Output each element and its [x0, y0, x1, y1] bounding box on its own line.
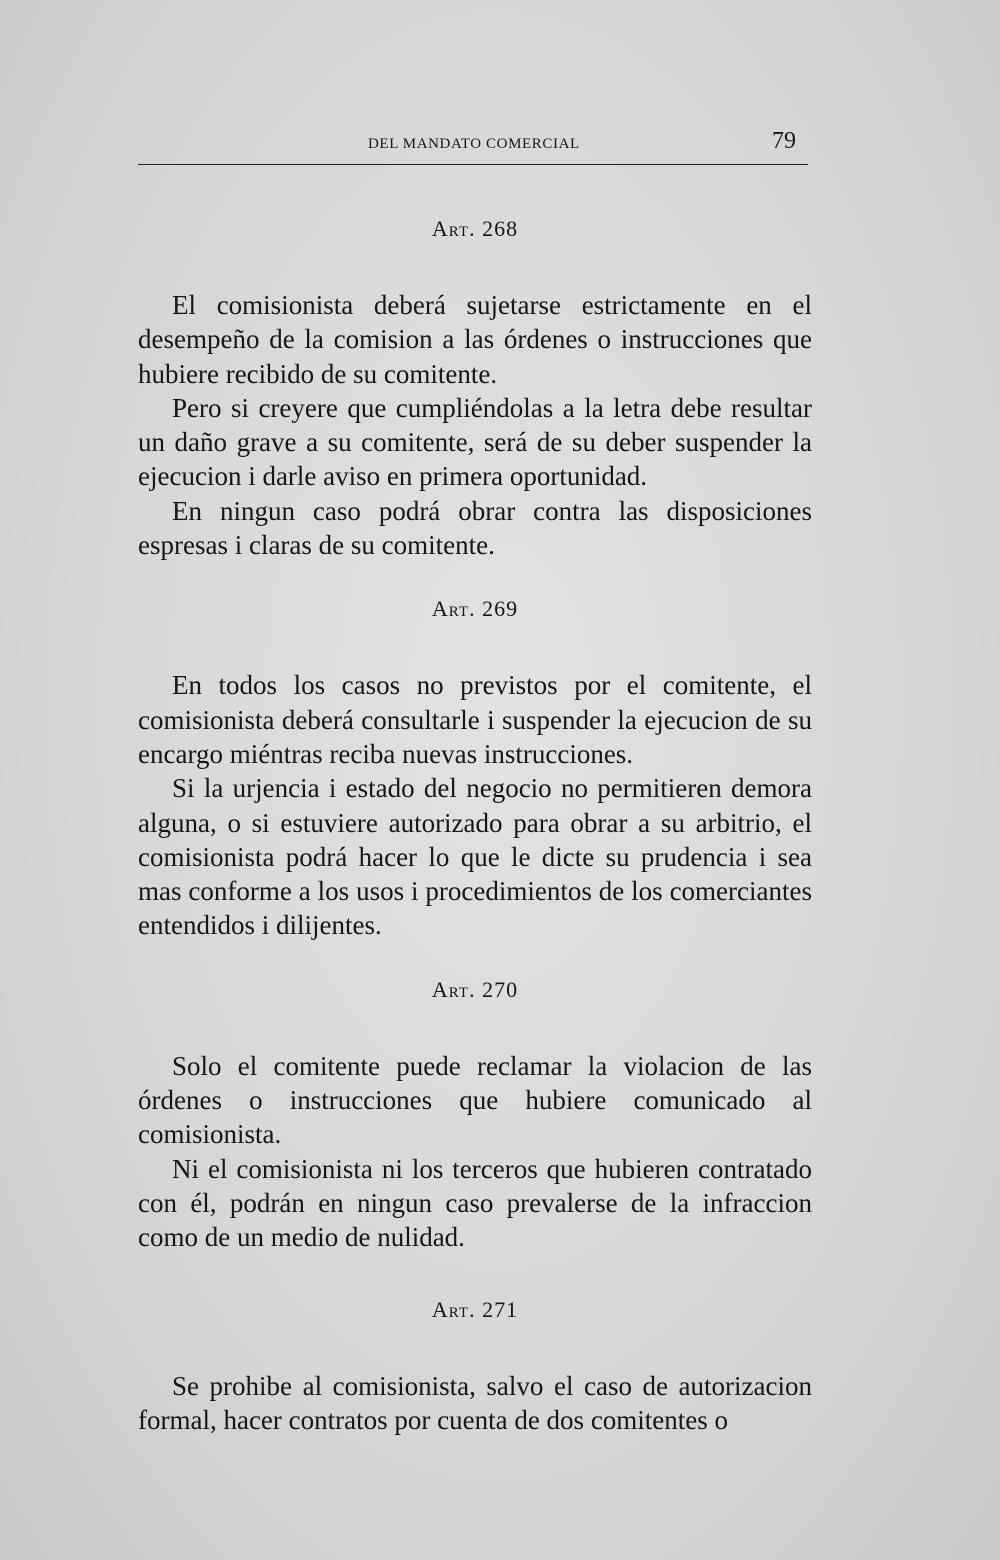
page-body	[138, 210, 812, 1465]
article-271	[138, 1291, 812, 1438]
article-heading: Art. 271	[431, 1296, 519, 1322]
page-header	[138, 128, 810, 160]
article-paragraph: Si la urjencia i estado del negocio no permitieren demora alguna, o si estuviere autorizado para obrar a su arbitrio, el comisionista podrá hacer lo que le dicte su prudencia i sea mas conforme a los usos i procedimientos de los comerciantes entendidos i dilijentes.	[138, 773, 812, 941]
article-heading: Art. 269	[431, 596, 519, 622]
article-269	[138, 590, 812, 942]
header-rule	[138, 164, 808, 165]
article-paragraph: Solo el comitente puede reclamar la violacion de las órdenes o instrucciones que hubiere comunicado al comisionista.	[138, 1050, 812, 1150]
article-heading: Art. 268	[431, 216, 519, 241]
article-heading: Art. 270	[431, 976, 519, 1002]
page-number: 79	[772, 128, 796, 154]
article-paragraph: El comisionista deberá sujetarse estrictamente en el desempeño de la comision a las órdenes o instrucciones que hubiere recibido de su comitente.	[138, 290, 812, 389]
article-paragraph: Se prohibe al comisionista, salvo el caso de autorizacion formal, hacer contratos por cuenta de dos comitentes o	[138, 1370, 812, 1435]
article-paragraph: En todos los casos no previstos por el comitente, el comisionista deberá consultarle i suspender la ejecucion de su encargo miéntras reciba nuevas instrucciones.	[138, 670, 812, 769]
article-paragraph: Pero si creyere que cumpliéndolas a la letra debe resultar un daño grave a su comitente, será de su deber suspender la ejecucion i darle aviso en primera oportunidad.	[138, 392, 812, 492]
article-paragraph: Ni el comisionista ni los terceros que hubieren contratado con él, podrán en ningun caso prevalerse de la infraccion como de un medio de nulidad.	[138, 1153, 812, 1253]
article-268	[138, 210, 812, 562]
article-paragraph: En ningun caso podrá obrar contra las disposiciones espresas i claras de su comitente.	[138, 495, 812, 561]
article-270	[138, 971, 812, 1255]
running-title: DEL MANDATO COMERCIAL	[368, 136, 580, 152]
